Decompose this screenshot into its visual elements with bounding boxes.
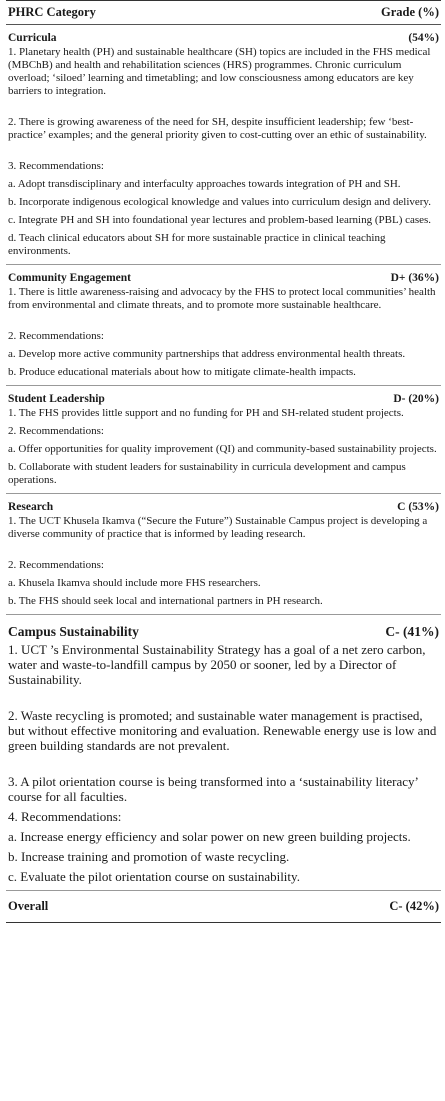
recommendations-heading: 2. Recommendations:	[8, 559, 104, 571]
header-category: PHRC Category	[8, 5, 96, 19]
section-curricula	[8, 25, 441, 265]
finding-2: 2. Waste recycling is promoted; and sustainable water management is practised, but without effective monitoring and evaluation. Renewable energy use is low and green building standards are not prevalent.	[8, 708, 437, 753]
recommendations-heading: 4. Recommendations:	[8, 809, 122, 824]
recommendations-heading: 3. Recommendations:	[8, 160, 104, 172]
section-header	[8, 268, 441, 286]
section-campus-sustainability	[8, 615, 441, 891]
section-student-leadership	[8, 386, 441, 494]
table-header	[8, 0, 441, 22]
finding-1: 1. The FHS provides little support and no funding for PH and SH-related student projects.	[8, 407, 404, 419]
overall-row	[8, 891, 441, 918]
recommendation-b: b. Collaborate with student leaders for sustainability in curricula development and campus operations.	[8, 461, 406, 486]
finding-2: 2. There is growing awareness of the need for SH, despite insufficient leadership; few ‘best-practice’ examples; and the general priority given to cost-cutting over an ethic of sustainability.	[8, 116, 427, 141]
recommendation-a: a. Khusela Ikamva should include more FHS researchers.	[8, 577, 261, 589]
section-grade: C (53%)	[397, 501, 439, 513]
recommendation-b: b. Incorporate indigenous ecological knowledge and values into curriculum design and delivery.	[8, 196, 431, 208]
section-header	[8, 497, 441, 515]
header-grade: Grade (%)	[381, 5, 439, 19]
recommendation-c: c. Evaluate the pilot orientation course on sustainability.	[8, 869, 300, 884]
section-research	[8, 494, 441, 615]
finding-1: 1. UCT ’s Environmental Sustainability Strategy has a goal of a net zero carbon, water and waste-to-landfill campus by 2050 or sooner, led by a Director of Sustainability.	[8, 642, 426, 687]
recommendation-d: d. Teach clinical educators about SH for more sustainable practice in clinical teaching environments.	[8, 232, 386, 257]
recommendation-b: b. The FHS should seek local and international partners in PH research.	[8, 595, 323, 607]
section-grade: C- (41%)	[385, 624, 439, 639]
section-title: Community Engagement	[8, 272, 131, 284]
finding-3: 3. A pilot orientation course is being transformed into a ‘sustainability literacy’ course for all faculties.	[8, 774, 418, 804]
section-title: Campus Sustainability	[8, 624, 139, 639]
finding-1: 1. There is little awareness-raising and advocacy by the FHS to protect local communities’ health from environmental and climate threats, and to promote more sustainable healthcare.	[8, 286, 436, 311]
section-header	[8, 28, 441, 46]
recommendation-b: b. Increase training and promotion of waste recycling.	[8, 849, 290, 864]
finding-1: 1. Planetary health (PH) and sustainable healthcare (SH) topics are included in the FHS medical (MBChB) and health and rehabilitation sciences (HRS) programmes. Chronic curriculum overload; ‘siloed’ learning and timetabling; and low consciousness among educators are key barriers to integration.	[8, 46, 431, 97]
recommendation-c: c. Integrate PH and SH into foundational year lectures and problem-based learning (PBL) cases.	[8, 214, 432, 226]
table-bottom-rule	[6, 922, 441, 923]
recommendation-a: a. Offer opportunities for quality improvement (QI) and community-based sustainability projects.	[8, 443, 437, 455]
overall-title: Overall	[8, 899, 49, 913]
section-grade: (54%)	[408, 32, 439, 44]
recommendations-heading: 2. Recommendations:	[8, 425, 104, 437]
section-grade: D- (20%)	[393, 393, 439, 405]
section-header	[8, 389, 441, 407]
section-grade: D+ (36%)	[390, 272, 439, 284]
recommendations-heading: 2. Recommendations:	[8, 330, 104, 342]
recommendation-a: a. Increase energy efficiency and solar power on new green building projects.	[8, 829, 411, 844]
recommendation-a: a. Develop more active community partnerships that address environmental health threats.	[8, 348, 406, 360]
section-title: Curricula	[8, 32, 57, 44]
overall-grade: C- (42%)	[389, 899, 439, 913]
table-top-rule	[6, 0, 441, 1]
section-title: Research	[8, 501, 54, 513]
recommendation-a: a. Adopt transdisciplinary and interfaculty approaches towards integration of PH and SH.	[8, 178, 401, 190]
section-header	[8, 618, 441, 642]
section-title: Student Leadership	[8, 393, 105, 405]
recommendation-b: b. Produce educational materials about how to mitigate climate-health impacts.	[8, 366, 356, 378]
section-community-engagement	[8, 265, 441, 386]
finding-1: 1. The UCT Khusela Ikamva (“Secure the Future”) Sustainable Campus project is developing a diverse community of practice that is informed by leading research.	[8, 515, 428, 540]
